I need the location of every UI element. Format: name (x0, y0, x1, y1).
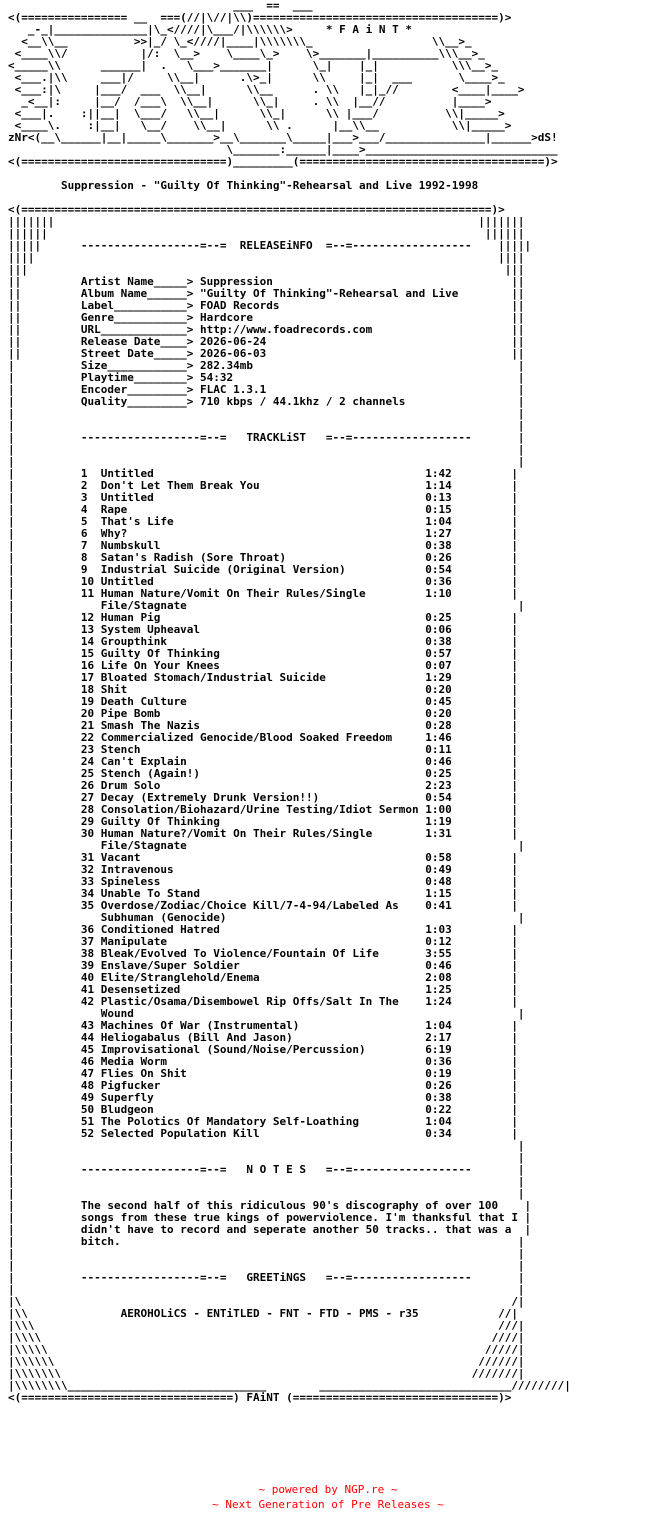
footer (0, 1482, 656, 1512)
nfo-line: || Street Date_____> 2026-06-03 || (8, 347, 525, 360)
nfo-line: |\\\\\ /////| (8, 1343, 525, 1356)
nfo-line: | 46 Media Worm 0:36 | (8, 1055, 518, 1068)
nfo-line: || URL_____________> http://www.foadrecords.com || (8, 323, 525, 336)
nfo-line: | 12 Human Pig 0:25 | (8, 611, 518, 624)
nfo-line: | | (8, 1283, 525, 1296)
nfo-line: | | (8, 1151, 525, 1164)
nfo-line: ___ == ___ (8, 0, 313, 12)
nfo-line: |||||| |||||| (8, 227, 525, 240)
nfo-line: | 13 System Upheaval 0:06 | (8, 623, 518, 636)
nfo-line: | 39 Enslave/Super Soldier 0:46 | (8, 959, 518, 972)
nfo-line: | 20 Pipe Bomb 0:20 | (8, 707, 518, 720)
nfo-line: | 10 Untitled 0:36 | (8, 575, 518, 588)
nfo-line: | 29 Guilty Of Thinking 1:19 | (8, 815, 518, 828)
nfo-line: |\ /| (8, 1295, 525, 1308)
nfo-line: || Release Date____> 2026-06-24 || (8, 335, 525, 348)
nfo-line: |\\\\\\\\______________________________ _____________________________////////| (8, 1379, 571, 1392)
nfo-line: | Playtime________> 54:32 | (8, 371, 525, 384)
nfo-line: || Album Name______> "Guilty Of Thinking"-Rehearsal and Live || (8, 287, 525, 300)
nfo-line: | 2 Don't Let Them Break You 1:14 | (8, 479, 518, 492)
nfo-line: <___.|\\ ___|/ \\__| .\>_| \\ |_| ___ \____>_ (8, 71, 505, 84)
nfo-line: | 19 Death Culture 0:45 | (8, 695, 518, 708)
nfo-line: | 4 Rape 0:15 | (8, 503, 518, 516)
nfo-line: | 48 Pigfucker 0:26 | (8, 1079, 518, 1092)
nfo-line: | 33 Spineless 0:48 | (8, 875, 518, 888)
nfo-line: | | (8, 1139, 525, 1152)
nfo-line: | 7 Numbskull 0:38 | (8, 539, 518, 552)
nfo-line: |\\\\ ////| (8, 1331, 525, 1344)
nfo-line: | 24 Can't Explain 0:46 | (8, 755, 518, 768)
nfo-line: | 8 Satan's Radish (Sore Throat) 0:26 | (8, 551, 518, 564)
nfo-line: | Wound | (8, 1007, 525, 1020)
powered-by-text: ~ powered by NGP.re ~ (258, 1483, 398, 1496)
nfo-line: | 41 Desensetized 1:25 | (8, 983, 518, 996)
nfo-line: | 22 Commercialized Genocide/Blood Soaked Freedom 1:46 | (8, 731, 518, 744)
nfo-line: | 42 Plastic/Osama/Disembowel Rip Offs/Salt In The 1:24 | (8, 995, 518, 1008)
nfo-line: | 51 The Polotics Of Mandatory Self-Loathing 1:04 | (8, 1115, 518, 1128)
nfo-line: | 16 Life On Your Knees 0:07 | (8, 659, 518, 672)
nfo-line: | | (8, 407, 525, 420)
nfo-line: | Subhuman (Genocide) | (8, 911, 525, 924)
nfo-line: | | (8, 1175, 525, 1188)
nfo-line: | 18 Shit 0:20 | (8, 683, 518, 696)
nfo-line: ||||||| ||||||| (8, 215, 525, 228)
nfo-line: | 50 Bludgeon 0:22 | (8, 1103, 518, 1116)
nfo-line: <_____\\ ______| . \___>_______| \_| |_| \\\__>_ (8, 59, 499, 72)
nfo-line: |\\ AEROHOLiCS - ENTiTLED - FNT - FTD - PMS - r35 //| (8, 1307, 518, 1320)
nfo-line: | 35 Overdose/Zodiac/Choice Kill/7-4-94/Labeled As 0:41 | (8, 899, 518, 912)
nfo-line: | 15 Guilty Of Thinking 0:57 | (8, 647, 518, 660)
nfo-line: | File/Stagnate | (8, 599, 525, 612)
nfo-line: | 32 Intravenous 0:49 | (8, 863, 518, 876)
nfo-line: | 1 Untitled 1:42 | (8, 467, 518, 480)
nfo-line: ||| ||| (8, 263, 525, 276)
nfo-line: \_______:______|____>_____________________________ (8, 143, 558, 156)
nfo-line: | | (8, 443, 525, 456)
nfo-line: <(===============================)_________(=====================================)> (8, 155, 558, 168)
nfo-line: _-_|______________|\_<////|\___/|\\\\\\> * F A i N T * (8, 23, 452, 36)
nfo-line: _<__|: |__/ /___\ \\__| \\_| . \\ |__// |____> (8, 95, 492, 108)
nfo-line: | 36 Conditioned Hatred 1:03 | (8, 923, 518, 936)
nfo-line: | 40 Elite/Stranglehold/Enema 2:08 | (8, 971, 518, 984)
nfo-line: | | (8, 1187, 525, 1200)
nfo-line: | 6 Why? 1:27 | (8, 527, 518, 540)
nfo-line: | 25 Stench (Again!) 0:25 | (8, 767, 518, 780)
nfo-line: | 34 Unable To Stand 1:15 | (8, 887, 518, 900)
nfo-line: Suppression - "Guilty Of Thinking"-Rehearsal and Live 1992-1998 (8, 179, 479, 192)
nfo-line: | 44 Heliogabalus (Bill And Jason) 2:17 | (8, 1031, 518, 1044)
nfo-line: | ------------------=--= TRACKLiST =--=------------------ | (8, 431, 525, 444)
nfo-line: <(================================) FAiNT (===============================)> (8, 1391, 512, 1404)
nfo-line: | 17 Bloated Stomach/Industrial Suicide 1:29 | (8, 671, 518, 684)
nfo-line: |\\\\\\ //////| (8, 1355, 525, 1368)
nfo-line: | 14 Groupthink 0:38 | (8, 635, 518, 648)
nfo-line: | bitch. | (8, 1235, 525, 1248)
nfo-line: | ------------------=--= GREETiNGS =--=------------------ | (8, 1271, 525, 1284)
nfo-line: <__\\__ >>|_/ \_<////|____|\\\\\\\_ \\__>_ (8, 35, 472, 48)
nfo-line: | | (8, 419, 525, 432)
nfo-line: |\\\ ///| (8, 1319, 525, 1332)
nfo-line: | Encoder_________> FLAC 1.3.1 | (8, 383, 525, 396)
nfo-line: | Quality_________> 710 kbps / 44.1khz / 2 channels | (8, 395, 525, 408)
nfo-line: | 45 Improvisational (Sound/Noise/Percussion) 6:19 | (8, 1043, 518, 1056)
nfo-line: | ------------------=--= N O T E S =--=------------------ | (8, 1163, 525, 1176)
nfo-line: | 26 Drum Solo 2:23 | (8, 779, 518, 792)
nfo-line: | File/Stagnate | (8, 839, 525, 852)
tagline-text: ~ Next Generation of Pre Releases ~ (212, 1498, 444, 1511)
nfo-line: | 31 Vacant 0:58 | (8, 851, 518, 864)
nfo-line: | 52 Selected Population Kill 0:34 | (8, 1127, 518, 1140)
nfo-line: || Label___________> FOAD Records || (8, 299, 525, 312)
nfo-line: | 37 Manipulate 0:12 | (8, 935, 518, 948)
nfo-line: |||| |||| (8, 251, 525, 264)
nfo-line: | 9 Industrial Suicide (Original Version) 0:54 | (8, 563, 518, 576)
nfo-line: zNr<(__\______|__|_____\_______>__\_______\_____|___>___/_______________|______>dS! (8, 131, 558, 144)
nfo-line: | 38 Bleak/Evolved To Violence/Fountain Of Life 3:55 | (8, 947, 518, 960)
nfo-line: | 43 Machines Of War (Instrumental) 1:04 | (8, 1019, 518, 1032)
nfo-line: <____\. :|__| \__/ \\__| \\ . |__\\__ \\|_____> (8, 119, 512, 132)
nfo-line: || Genre___________> Hardcore || (8, 311, 525, 324)
nfo-line: | 30 Human Nature?/Vomit On Their Rules/Single 1:31 | (8, 827, 518, 840)
nfo-line: | 27 Decay (Extremely Drunk Version!!) 0:54 | (8, 791, 518, 804)
nfo-line: | 23 Stench 0:11 | (8, 743, 518, 756)
nfo-line: | songs from these true kings of powerviolence. I'm thanksful that I | (8, 1211, 532, 1224)
nfo-line: <____\\/ |/: \__> \____\_> \>_______|__________\\\__>_ (8, 47, 485, 60)
nfo-line: | 11 Human Nature/Vomit On Their Rules/Single 1:10 | (8, 587, 518, 600)
nfo-line: | | (8, 1259, 525, 1272)
nfo-line: ||||| ------------------=--= RELEASEiNFO =--=------------------ ||||| (8, 239, 532, 252)
nfo-line: <___|. :||__| \___/ \\__| \\_| \\ |___/ \\|_____> (8, 107, 505, 120)
nfo-line: | didn't have to record and seperate another 50 tracks.. that was a | (8, 1223, 532, 1236)
nfo-line: | The second half of this ridiculous 90's discography of over 100 | (8, 1199, 532, 1212)
nfo-line: | | (8, 455, 525, 468)
nfo-line: | Size____________> 282.34mb | (8, 359, 525, 372)
nfo-line: | | (8, 1247, 525, 1260)
nfo-line: || Artist Name_____> Suppression || (8, 275, 525, 288)
nfo-line: | 3 Untitled 0:13 | (8, 491, 518, 504)
nfo-line: <(=======================================================================)> (8, 203, 505, 216)
nfo-line: <(================ __ ===(//|\//|\\)=====================================)> (8, 11, 512, 24)
nfo-line: | 49 Superfly 0:38 | (8, 1091, 518, 1104)
nfo-line: |\\\\\\\ ///////| (8, 1367, 525, 1380)
nfo-line: <___:|\ |___/ ___ \\__| \\__ . \\ |_|_// <____|____> (8, 83, 525, 96)
nfo-line: | 28 Consolation/Biohazard/Urine Testing/Idiot Sermon 1:00 | (8, 803, 518, 816)
nfo-line: | 47 Flies On Shit 0:19 | (8, 1067, 518, 1080)
nfo-line: | 21 Smash The Nazis 0:28 | (8, 719, 518, 732)
nfo-line: | 5 That's Life 1:04 | (8, 515, 518, 528)
